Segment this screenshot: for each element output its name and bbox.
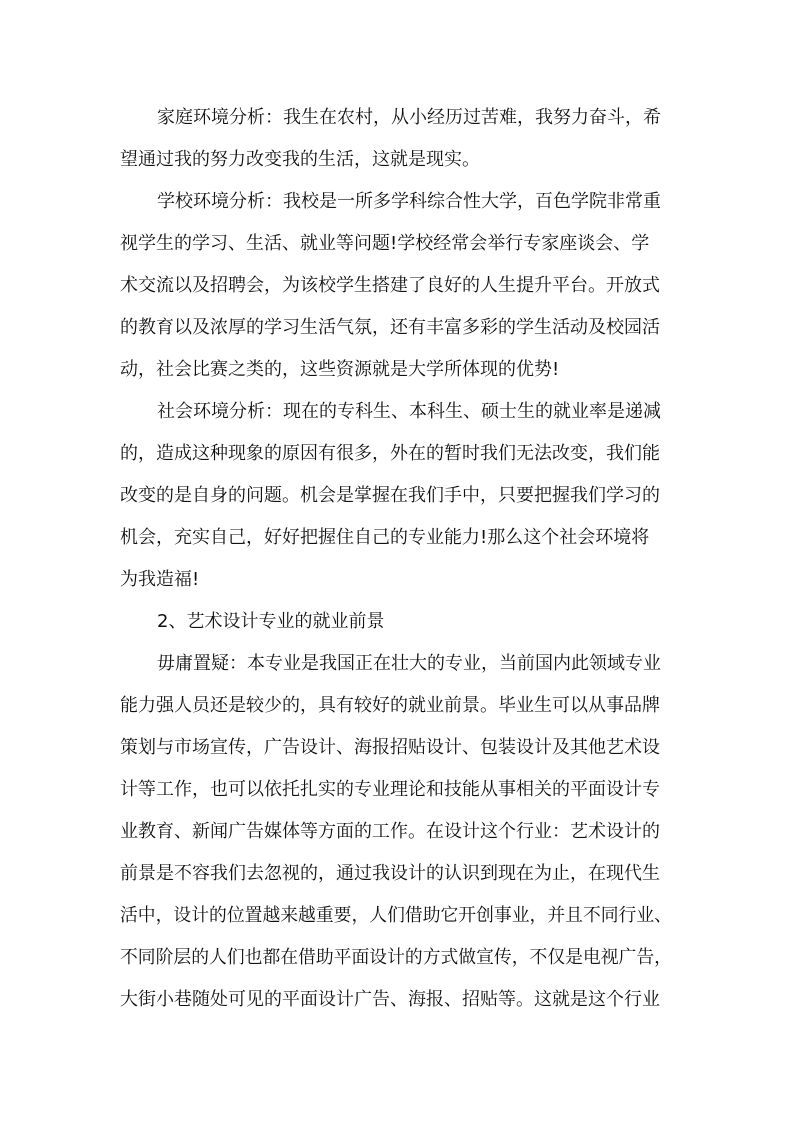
text-line: 改变的是自身的问题。机会是掌握在我们手中，只要把握我们学习的: [120, 485, 660, 506]
text-line: 动，社会比赛之类的，这些资源就是大学所体现的优势!: [120, 359, 560, 380]
text-line: 毋庸置疑：本专业是我国正在壮大的专业，当前国内此领域专业: [157, 653, 661, 674]
text-line: 家庭环境分析：我生在农村，从小经历过苦难，我努力奋斗，希: [157, 107, 661, 128]
text-line: 前景是不容我们去忽视的，通过我设计的认识到现在为止，在现代生: [120, 863, 660, 884]
text-line: 学校环境分析：我校是一所多学科综合性大学，百色学院非常重: [157, 191, 661, 212]
text-line: 的教育以及浓厚的学习生活气氛，还有丰富多彩的学生活动及校园活: [120, 317, 660, 338]
text-line: 望通过我的努力改变我的生活，这就是现实。: [120, 149, 480, 170]
text-line: 业教育、新闻广告媒体等方面的工作。在设计这个行业：艺术设计的: [120, 821, 660, 842]
text-line: 社会环境分析：现在的专科生、本科生、硕士生的就业率是递减: [157, 401, 661, 422]
section-heading: 2、艺术设计专业的就业前景: [157, 611, 385, 632]
text-line: 视学生的学习、生活、就业等问题!学校经常会举行专家座谈会、学: [120, 233, 650, 254]
text-line: 的，造成这种现象的原因有很多，外在的暂时我们无法改变，我们能: [120, 443, 660, 464]
text-line: 术交流以及招聘会，为该校学生搭建了良好的人生提升平台。开放式: [120, 275, 660, 296]
text-line: 不同阶层的人们也都在借助平面设计的方式做宣传，不仅是电视广告，: [120, 947, 672, 968]
text-line: 机会，充实自己，好好把握住自己的专业能力!那么这个社会环境将: [120, 527, 650, 548]
text-line: 大街小巷随处可见的平面设计广告、海报、招贴等。这就是这个行业: [120, 989, 660, 1010]
text-line: 能力强人员还是较少的，具有较好的就业前景。毕业生可以从事品牌: [120, 695, 660, 716]
text-line: 为我造福!: [120, 569, 200, 590]
text-line: 活中，设计的位置越来越重要，人们借助它开创事业，并且不同行业、: [120, 905, 672, 926]
text-line: 计等工作，也可以依托扎实的专业理论和技能从事相关的平面设计专: [120, 779, 660, 800]
text-line: 策划与市场宣传，广告设计、海报招贴设计、包装设计及其他艺术设: [120, 737, 660, 758]
